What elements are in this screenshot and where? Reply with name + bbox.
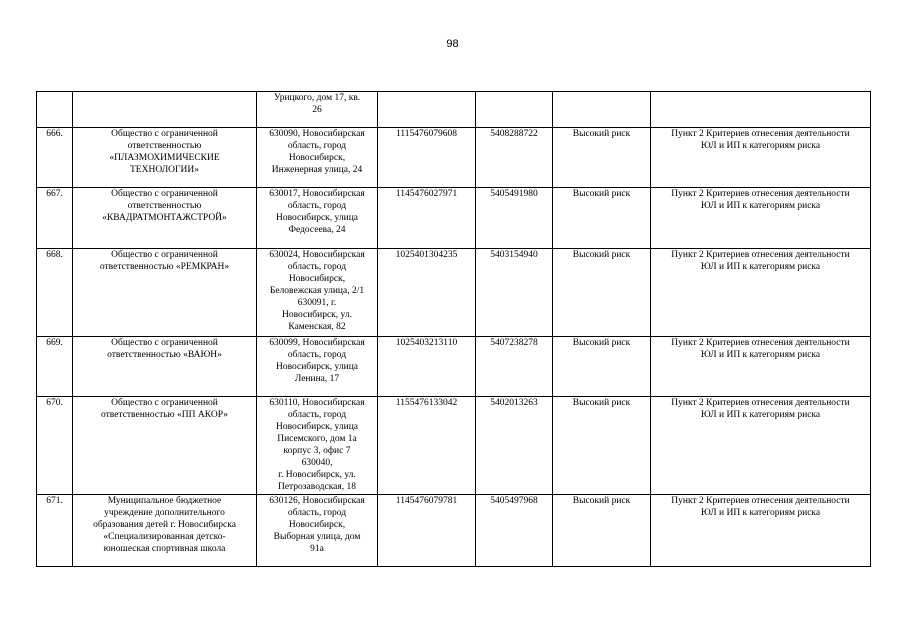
organization-address: 630090, Новосибирская область, город Новосибирск, Инженерная улица, 24 [257,128,378,188]
ogrn-value: 1115476079608 [378,128,476,188]
organization-name: Муниципальное бюджетное учреждение дополнительного образования детей г. Новосибирска «Специализированная детско- юношеская спортивная школа [73,495,257,567]
risk-criteria: Пункт 2 Критериев отнесения деятельности ЮЛ и ИП к категориям риска [651,397,871,495]
organization-address: 630126, Новосибирская область, город Новосибирск, Выборная улица, дом 91а [257,495,378,567]
organization-name: Общество с ограниченной ответственностью «ВАЮН» [73,337,257,397]
risk-criteria [651,92,871,128]
row-number: 668. [37,249,73,337]
inn-value [476,92,553,128]
organization-address: Урицкого, дом 17, кв. 26 [257,92,378,128]
organization-address: 630024, Новосибирская область, город Новосибирск, Беловежская улица, 2/1 630091, г. Новосибирск, ул. Каменская, 82 [257,249,378,337]
row-number: 666. [37,128,73,188]
risk-category: Высокий риск [553,337,651,397]
table-row [37,337,871,397]
organization-name: Общество с ограниченной ответственностью «ПЛАЗМОХИМИЧЕСКИЕ ТЕХНОЛОГИИ» [73,128,257,188]
risk-registry-table [36,91,871,567]
row-number: 671. [37,495,73,567]
organization-name: Общество с ограниченной ответственностью «ПП АКОР» [73,397,257,495]
risk-criteria: Пункт 2 Критериев отнесения деятельности ЮЛ и ИП к категориям риска [651,128,871,188]
table-row [37,249,871,337]
ogrn-value: 1155476133042 [378,397,476,495]
organization-name [73,92,257,128]
table-row [37,128,871,188]
inn-value: 5405491980 [476,188,553,249]
organization-name: Общество с ограниченной ответственностью «КВАДРАТМОНТАЖСТРОЙ» [73,188,257,249]
risk-category: Высокий риск [553,128,651,188]
inn-value: 5405497968 [476,495,553,567]
risk-criteria: Пункт 2 Критериев отнесения деятельности ЮЛ и ИП к категориям риска [651,337,871,397]
risk-category: Высокий риск [553,188,651,249]
row-number [37,92,73,128]
risk-criteria: Пункт 2 Критериев отнесения деятельности ЮЛ и ИП к категориям риска [651,495,871,567]
row-number: 670. [37,397,73,495]
row-number: 669. [37,337,73,397]
ogrn-value [378,92,476,128]
organization-address: 630110, Новосибирская область, город Новосибирск, улица Писемского, дом 1а корпус 3, офис 7 630040, г. Новосибирск, ул. Петрозаводская, 18 [257,397,378,495]
table-row [37,397,871,495]
inn-value: 5403154940 [476,249,553,337]
organization-address: 630099, Новосибирская область, город Новосибирск, улица Ленина, 17 [257,337,378,397]
organization-name: Общество с ограниченной ответственностью «РЕМКРАН» [73,249,257,337]
risk-category: Высокий риск [553,397,651,495]
ogrn-value: 1025401304235 [378,249,476,337]
risk-category: Высокий риск [553,249,651,337]
inn-value: 5407238278 [476,337,553,397]
organization-address: 630017, Новосибирская область, город Новосибирск, улица Федосеева, 24 [257,188,378,249]
risk-criteria: Пункт 2 Критериев отнесения деятельности ЮЛ и ИП к категориям риска [651,249,871,337]
ogrn-value: 1145476027971 [378,188,476,249]
inn-value: 5402013263 [476,397,553,495]
table-row [37,92,871,128]
risk-category [553,92,651,128]
inn-value: 5408288722 [476,128,553,188]
ogrn-value: 1145476079781 [378,495,476,567]
risk-criteria: Пункт 2 Критериев отнесения деятельности ЮЛ и ИП к категориям риска [651,188,871,249]
table-row [37,495,871,567]
page-number: 98 [446,38,459,50]
table-row [37,188,871,249]
ogrn-value: 1025403213110 [378,337,476,397]
row-number: 667. [37,188,73,249]
risk-category: Высокий риск [553,495,651,567]
